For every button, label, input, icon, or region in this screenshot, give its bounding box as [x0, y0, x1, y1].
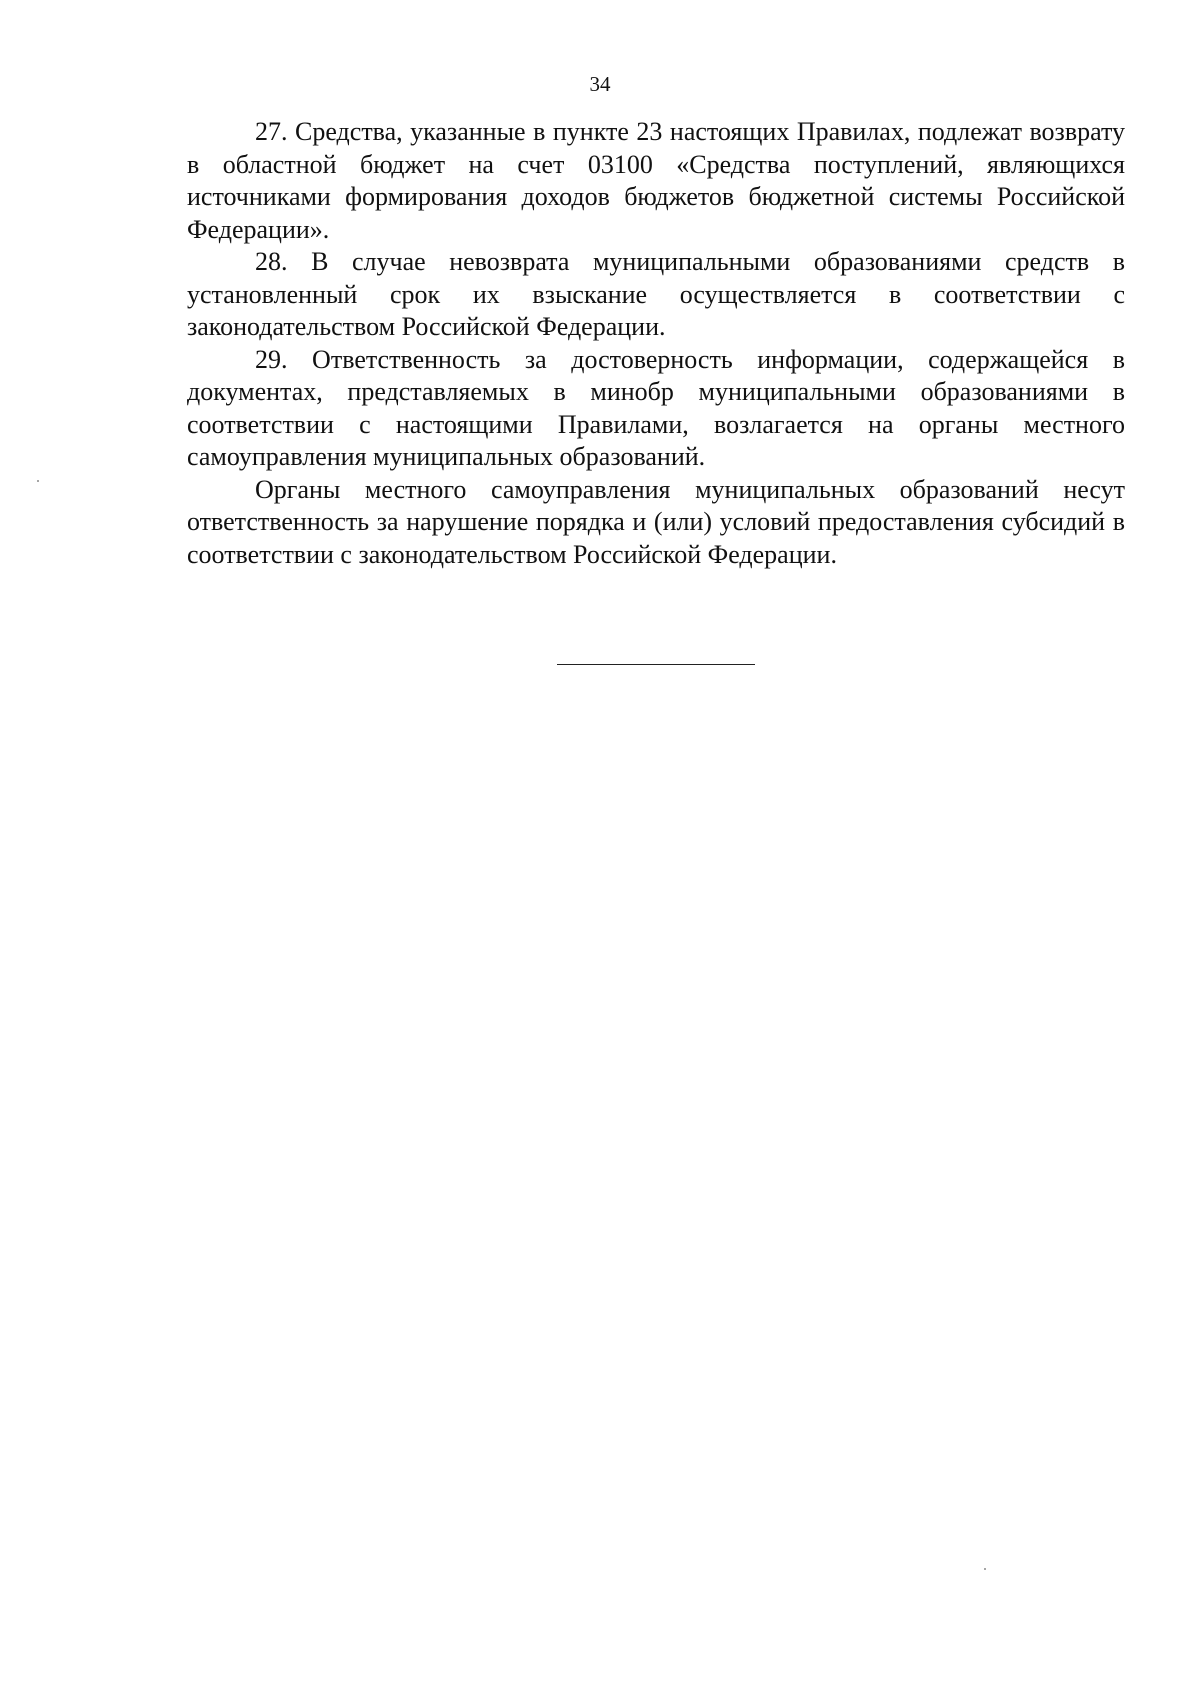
- document-body: [187, 116, 1125, 571]
- paragraph-29: 29. Ответственность за достоверность информации, содержащейся в документах, представляемых в минобр муниципальными образованиями в соответствии с настоящими Правилами, возлагается на органы местного самоуправления муниципальных образований.: [187, 344, 1125, 471]
- page-number: 34: [589, 72, 611, 96]
- scan-speck: [37, 480, 39, 482]
- end-separator-line: [557, 664, 755, 665]
- paragraph-responsibility: Органы местного самоуправления муниципальных образований несут ответственность за нарушение порядка и (или) условий предоставления субсидий в соответствии с законодательством Российской Федерации.: [187, 474, 1125, 569]
- paragraph-27: 27. Средства, указанные в пункте 23 настоящих Правилах, подлежат возврату в областной бюджет на счет 03100 «Средства поступлений, являющихся источниками формирования доходов бюджетов бюджетной системы Российской Федерации».: [187, 117, 1125, 244]
- scan-speck: [984, 1568, 986, 1570]
- paragraph-28: 28. В случае невозврата муниципальными образованиями средств в установленный срок их взыскание осуществляется в соответствии с законодательством Российской Федерации.: [187, 247, 1125, 341]
